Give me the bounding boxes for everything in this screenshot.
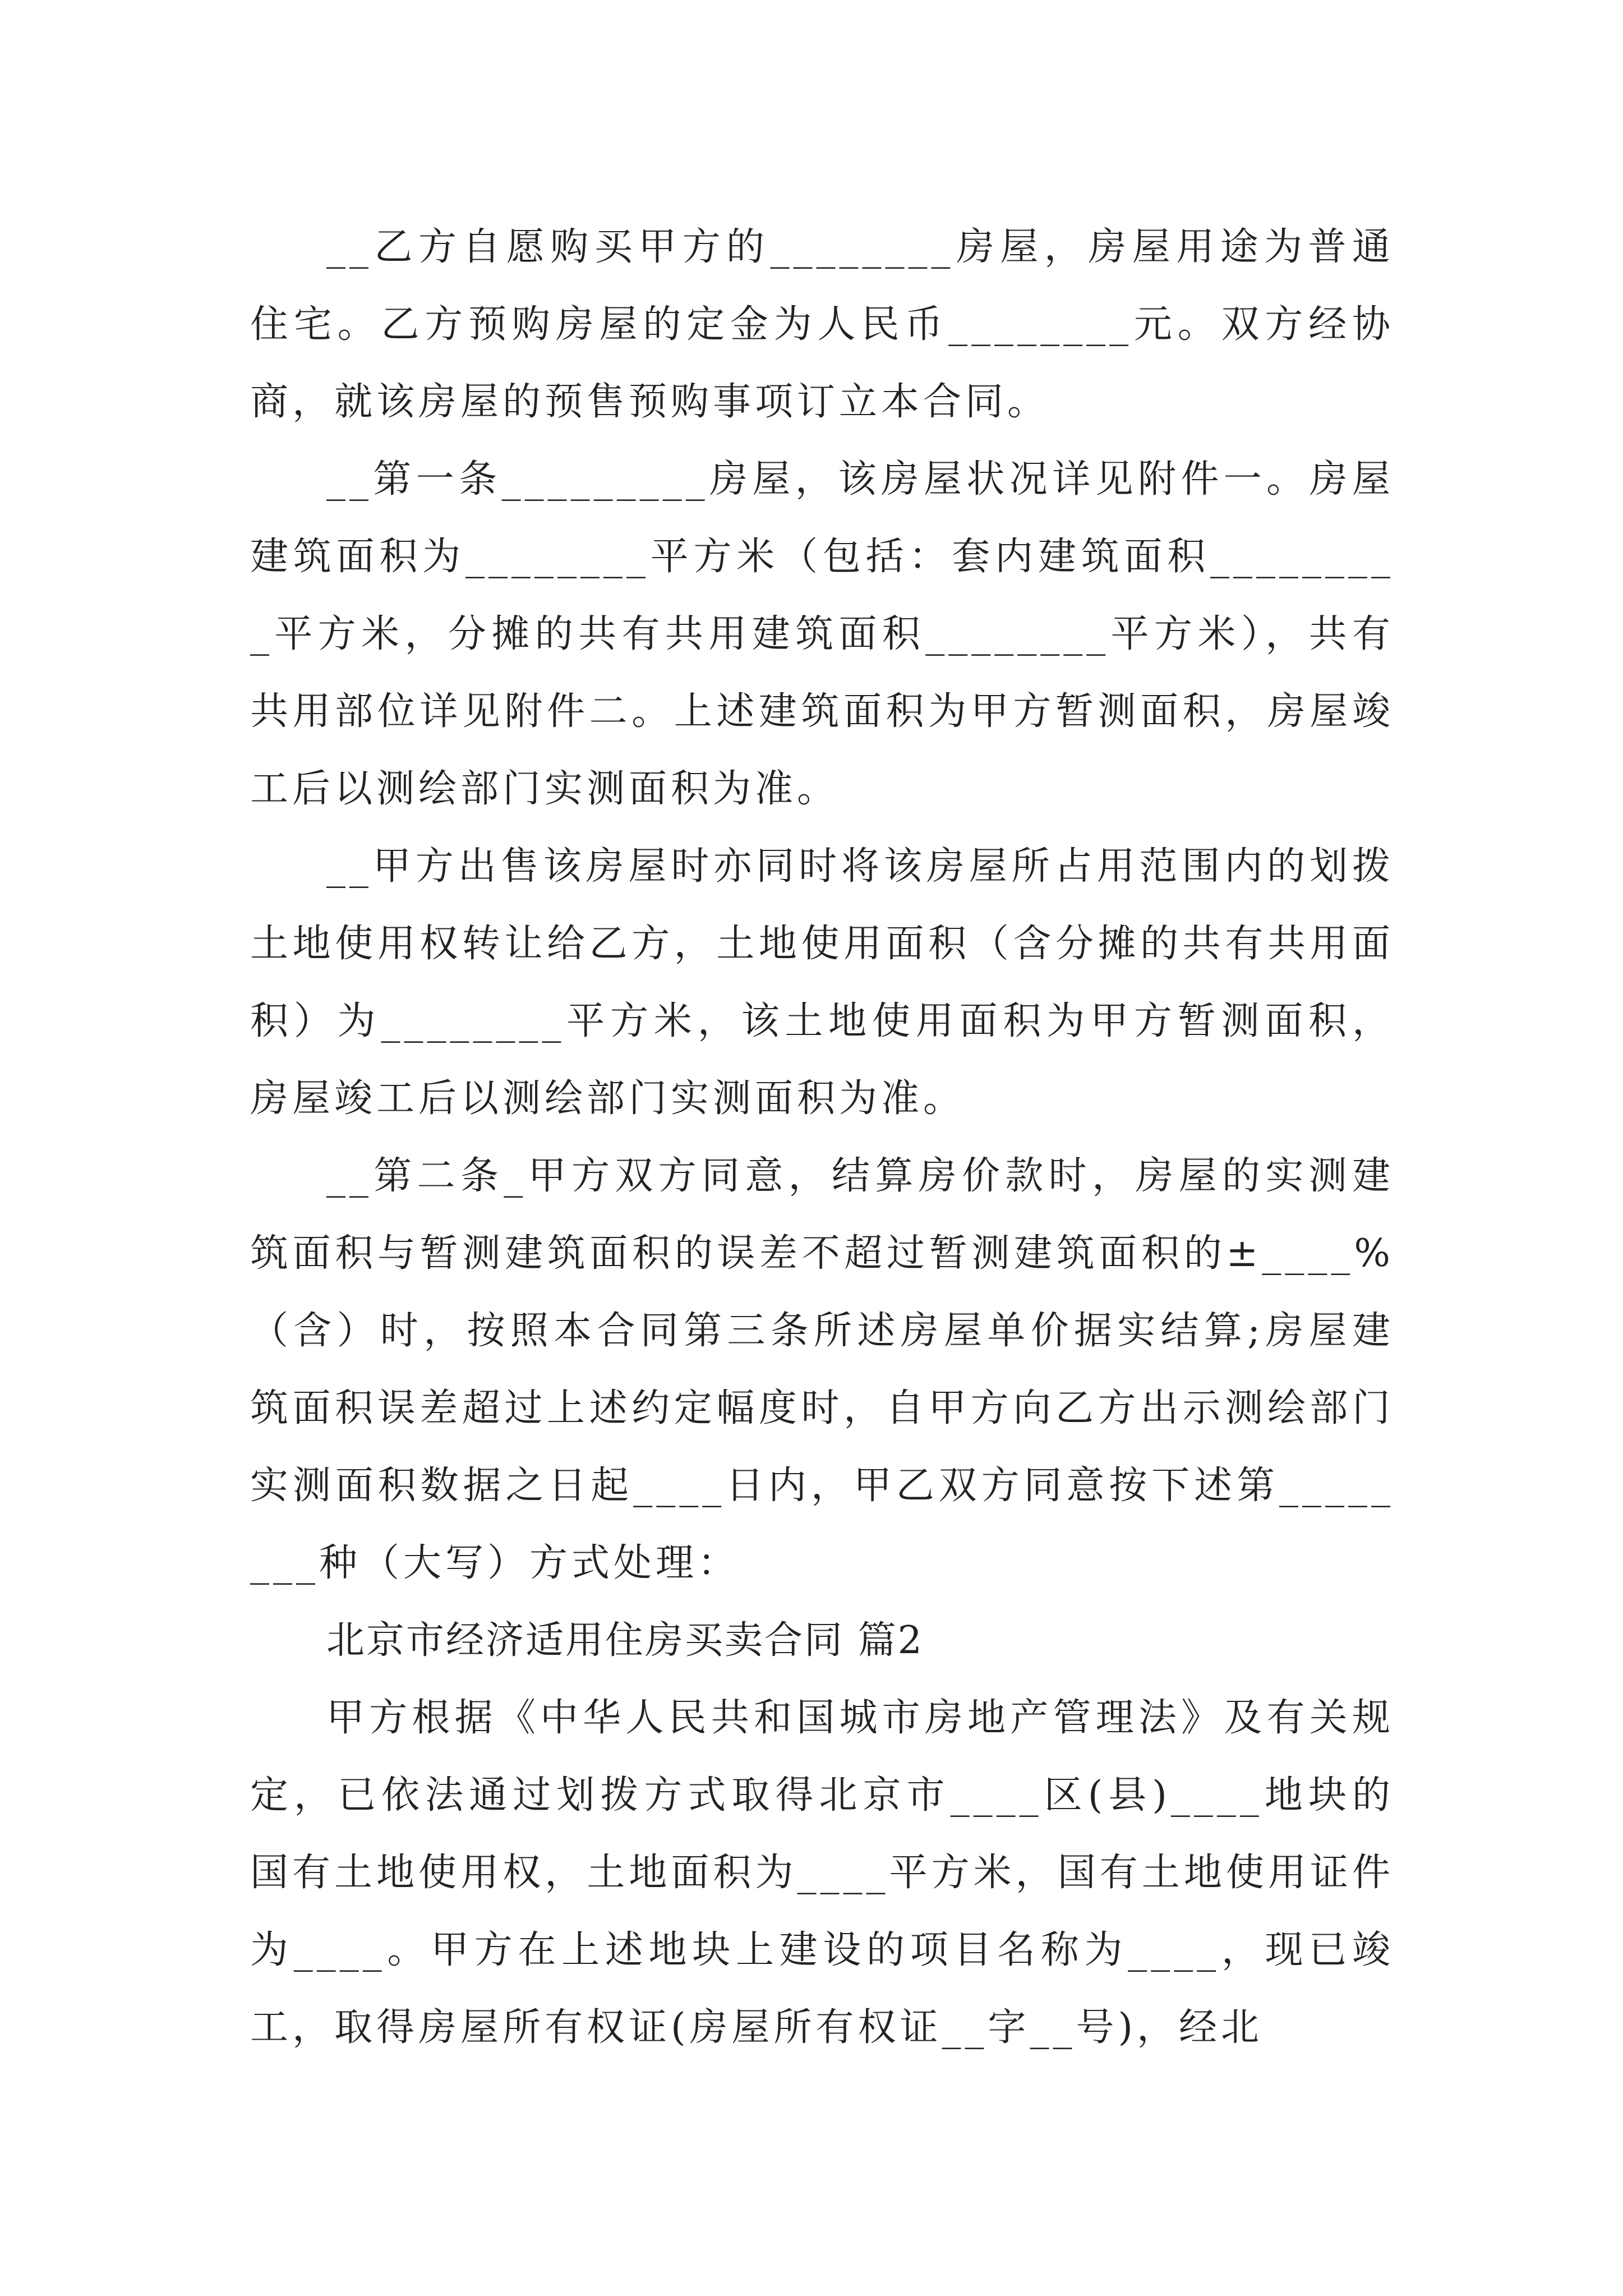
paragraph-land-use: __甲方出售该房屋时亦同时将该房屋所占用范围内的划拨土地使用权转让给乙方，土地使用面积（含分摊的共有共用面积）为________平方米，该土地使用面积为甲方暂测面积，房屋竣工后以测绘部门实测面积为准。 [250,844,1394,1121]
document-body [250,209,1394,2067]
paragraph-article-1: __第一条_________房屋，该房屋状况详见附件一。房屋建筑面积为________平方米（包括：套内建筑面积_________平方米，分摊的共有共用建筑面积________平方米），共有共用部位详见附件二。上述建筑面积为甲方暂测面积，房屋竣工后以测绘部门实测面积为准。 [250,457,1394,811]
paragraph-preamble: 甲方根据《中华人民共和国城市房地产管理法》及有关规定，已依法通过划拨方式取得北京市____区(县)____地块的国有土地使用权，土地面积为____平方米，国有土地使用证件为____。甲方在上述地块上建设的项目名称为____，现已竣工，取得房屋所有权证(房屋所有权证__字__号)，经北 [250,1696,1394,2050]
paragraph-article-2: __第二条_甲方双方同意，结算房价款时，房屋的实测建筑面积与暂测建筑面积的误差不超过暂测建筑面积的±____%（含）时，按照本合同第三条所述房屋单价据实结算;房屋建筑面积误差超过上述约定幅度时，自甲方向乙方出示测绘部门实测面积数据之日起____日内，甲乙双方同意按下述第________种（大写）方式处理： [250,1154,1394,1585]
section-title: 北京市经济适用住房买卖合同 篇2 [326,1618,924,1663]
paragraph-deposit: __乙方自愿购买甲方的________房屋，房屋用途为普通住宅。乙方预购房屋的定金为人民币________元。双方经协商，就该房屋的预售预购事项订立本合同。 [250,225,1394,424]
